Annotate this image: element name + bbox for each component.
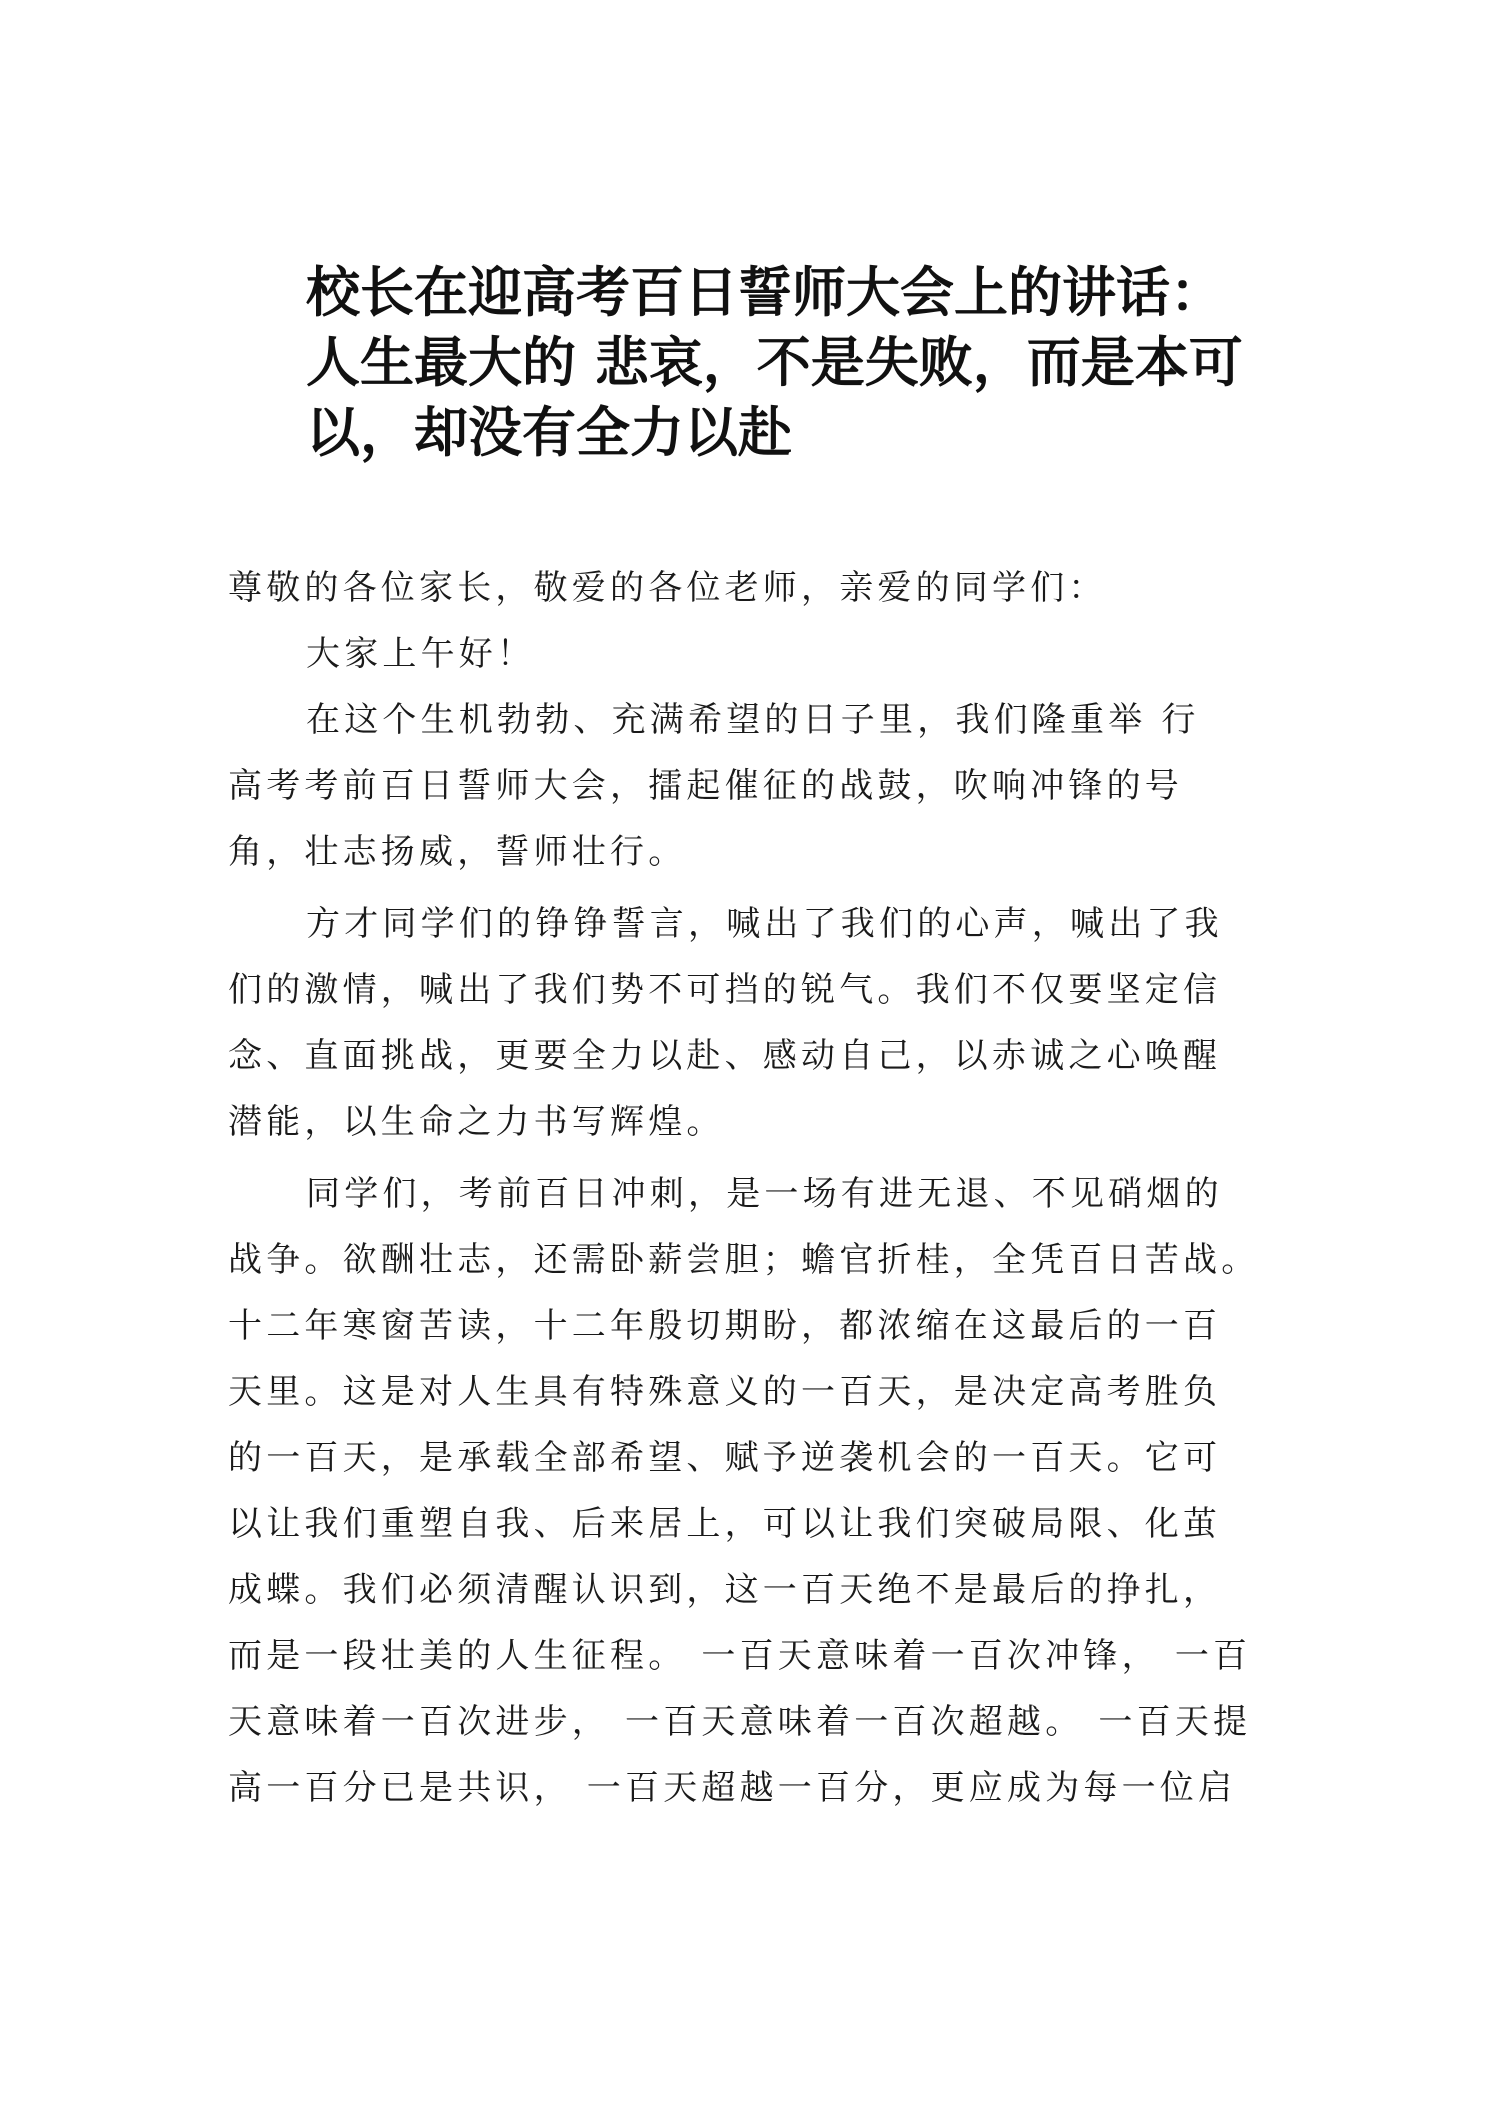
paragraph-line: 十二年寒窗苦读，十二年殷切期盼，都浓缩在这最后的一百 [228, 1306, 1222, 1346]
paragraph-line: 角，壮志扬威，誓师壮行。 [228, 832, 687, 872]
paragraph-2 [228, 891, 1278, 1155]
salutation-line: 尊敬的各位家长，敬爱的各位老师，亲爱的同学们： [228, 568, 1107, 608]
paragraph-line: 以让我们重塑自我、后来居上，可以让我们突破局限、化茧 [228, 1504, 1222, 1544]
paragraph-line: 同学们，考前百日冲刺，是一场有进无退、不见硝烟的 [306, 1174, 1223, 1214]
paragraph-line: 的一百天，是承载全部希望、赋予逆袭机会的一百天。它可 [228, 1438, 1222, 1478]
title-line: 以，却没有全力以赴 [306, 401, 792, 464]
salutation [228, 555, 1278, 621]
paragraph-line: 而是一段壮美的人生征程。 一百天意味着一百次冲锋， 一百 [228, 1636, 1252, 1676]
paragraph-line: 在这个生机勃勃、充满希望的日子里，我们隆重举 行 [306, 700, 1200, 740]
greeting [228, 621, 1278, 687]
document-title [306, 258, 1276, 468]
greeting-line: 大家上午好！ [306, 634, 536, 674]
paragraph-line: 战争。欲酬壮志，还需卧薪尝胆；蟾官折桂，全凭百日苦战。 [228, 1240, 1260, 1280]
paragraph-line: 方才同学们的铮铮誓言，喊出了我们的心声，喊出了我 [306, 904, 1223, 944]
document-body [228, 555, 1278, 1821]
paragraph-line: 们的激情，喊出了我们势不可挡的锐气。我们不仅要坚定信 [228, 970, 1222, 1010]
paragraph-line: 念、直面挑战，更要全力以赴、感动自己，以赤诚之心唤醒 [228, 1036, 1222, 1076]
paragraph-line: 成蝶。我们必须清醒认识到，这一百天绝不是最后的挣扎， [228, 1570, 1222, 1610]
paragraph-line: 天里。这是对人生具有特殊意义的一百天，是决定高考胜负 [228, 1372, 1222, 1412]
paragraph-1 [228, 687, 1278, 885]
paragraph-line: 天意味着一百次进步， 一百天意味着一百次超越。 一百天提 [228, 1702, 1252, 1742]
paragraph-line: 潜能，以生命之力书写辉煌。 [228, 1102, 725, 1142]
title-line: 人生最大的 悲哀，不是失败，而是本可 [306, 331, 1243, 394]
paragraph-line: 高考考前百日誓师大会，擂起催征的战鼓，吹响冲锋的号 [228, 766, 1183, 806]
paragraph-line: 高一百分已是共识， 一百天超越一百分，更应成为每一位启 [228, 1768, 1237, 1808]
title-line: 校长在迎高考百日誓师大会上的讲话： [306, 261, 1224, 324]
paragraph-3 [228, 1161, 1278, 1821]
